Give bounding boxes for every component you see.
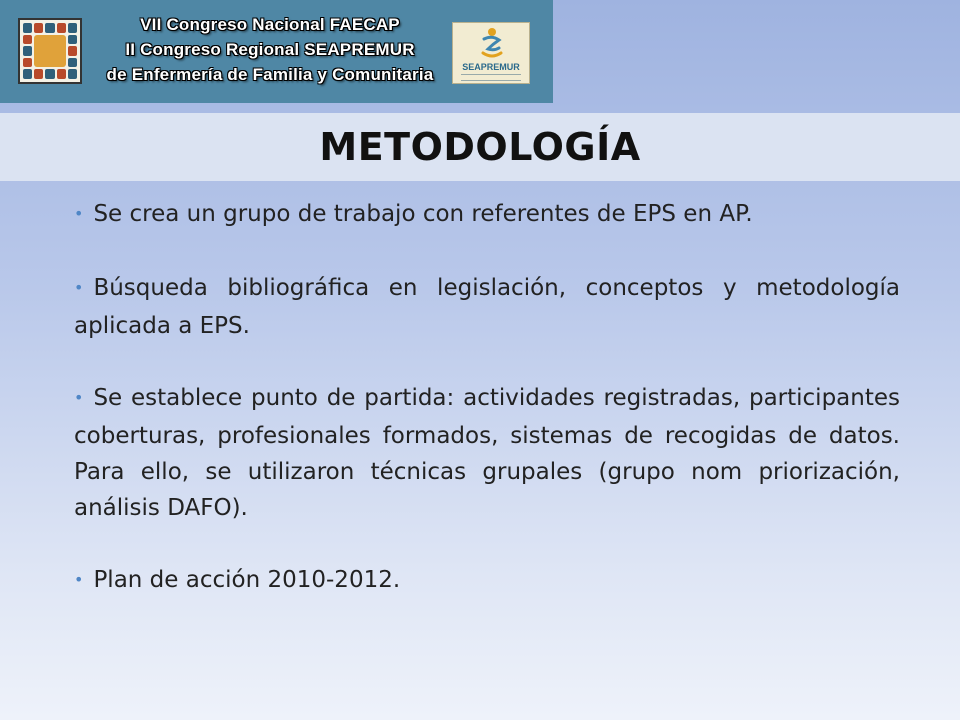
bullet-dot-icon: •	[74, 278, 84, 297]
congress-line-3: de Enfermería de Familia y Comunitaria	[106, 65, 434, 84]
bullet-item	[74, 562, 900, 600]
bullet-item	[74, 270, 900, 344]
bullet-text: Búsqueda bibliográfica en legislación, conceptos y metodología aplicada a EPS.	[74, 275, 900, 339]
congress-line-2: II Congreso Regional SEAPREMUR	[125, 40, 415, 59]
seapremur-logo-text: SEAPREMUR	[462, 62, 520, 72]
bullet-dot-icon: •	[74, 570, 84, 589]
bullet-dot-icon: •	[74, 388, 84, 407]
bullet-item	[74, 380, 900, 526]
bullet-text: Se crea un grupo de trabajo con referentes de EPS en AP.	[93, 201, 753, 227]
bullet-list	[74, 196, 900, 600]
slide-title: METODOLOGÍA	[319, 125, 641, 169]
bullet-dot-icon: •	[74, 204, 84, 223]
bullet-text: Plan de acción 2010-2012.	[93, 567, 401, 593]
bullet-item	[74, 196, 900, 234]
logo-center-emblem	[34, 35, 66, 68]
logo-subtitle-lines	[461, 74, 521, 81]
seapremur-logo	[452, 22, 530, 84]
congress-title	[100, 12, 440, 87]
bullet-text: Se establece punto de partida: actividades registradas, participantes coberturas, profesionales formados, sistemas de recogidas de datos. Para ello, se utilizaron técnicas grupales (grupo nom priorización, análisis DAFO).	[74, 385, 900, 521]
congress-line-1: VII Congreso Nacional FAECAP	[140, 15, 400, 34]
faecap-logo	[18, 18, 82, 84]
seapremur-emblem-icon	[477, 27, 507, 61]
